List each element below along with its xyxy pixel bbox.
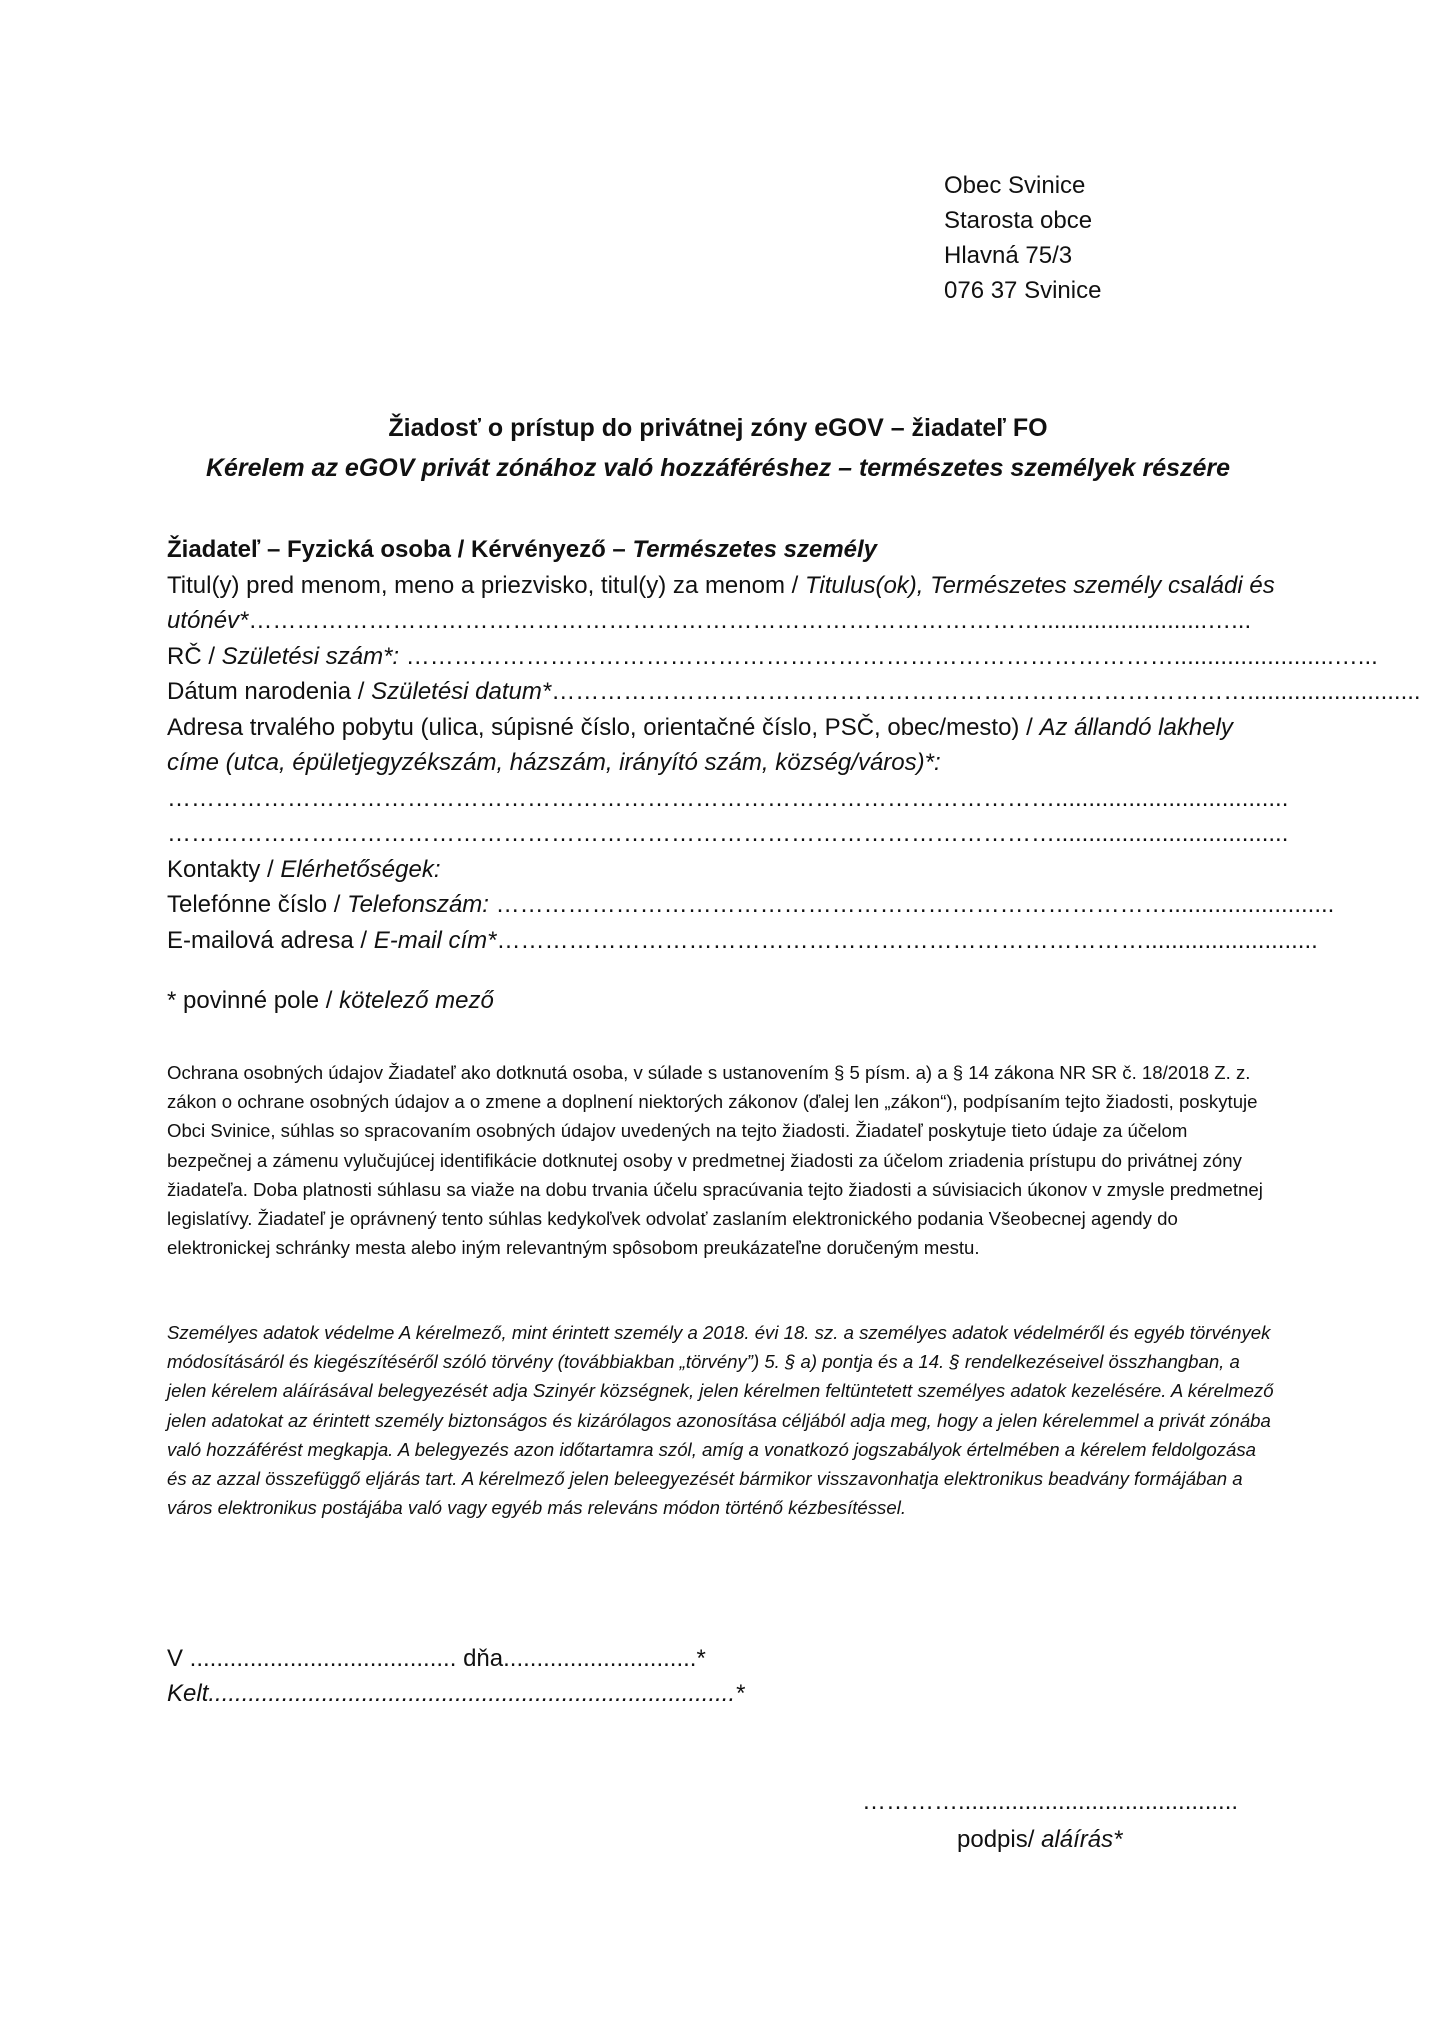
rc-label-sk: RČ / (167, 642, 222, 670)
dob-label-hu: Születési datum* (371, 678, 552, 705)
consent-paragraph-hu: Személyes adatok védelme A kérelmező, mint érintett személy a 2018. évi 18. sz. a személyes adatok védelméről és egyéb törvények módosításáról és kiegészítéséről szóló törvény (továbbiakban „törvény”) 5. § a) pontja és a 14. § rendelkezéseivel összhangban, a jelen kérelem aláírásával belegyezését adja Szinyér községnek, jelen kérelmen feltüntetett személyes adatok kezelésére. A kérelmező jelen adatokat az érintett személy biztonságos és kizárólagos azonosítása céljából adja meg, hogy a jelen kérelemmel a privát zónába való hozzáférést megkapja. A belegyezés azon időtartamra szól, amíg a vonatkozó jogszabályok értelmében a kérelem feldolgozása és az azzal összefüggő eljárás tart. A kérelmező jelen beleegyezését bármikor visszavonhatja elektronikus beadvány formájában a város elektronikus postájába való vagy egyéb más releváns módon történő kézbesítéssel. (167, 1322, 1274, 1519)
applicant-heading-bold: Žiadateľ – Fyzická osoba / Kérvényező – (167, 536, 633, 563)
required-note (167, 987, 494, 1015)
email-dots: ……………………………………………………………………….......................... (496, 926, 1318, 954)
recipient-line-4: 076 37 Svinice (944, 277, 1102, 304)
email-label-hu: E-mail cím* (373, 926, 497, 954)
phone-field[interactable] (167, 887, 1335, 923)
place-date-field-hu[interactable]: Kelt...............................................................................* (167, 1680, 745, 1707)
recipient-address (944, 168, 1101, 308)
signature-label-sk: podpis/ (957, 1826, 1042, 1853)
address-label (167, 710, 1277, 781)
address-label-hu: Az állandó lakhely címe (utca, épületjegyzékszám, házszám, irányító szám, község/város)*: (167, 713, 1233, 776)
document-title-hu: Kérelem az eGOV privát zónához való hozzáféréshez – természetes személyek részére (205, 454, 1231, 482)
name-label-sk: Titul(y) pred menom, meno a priezvisko, titul(y) za menom / (167, 571, 805, 599)
required-note-sk: * povinné pole / (167, 987, 340, 1014)
address-line-2[interactable]: …………………………………………………………………………………………………................................... (167, 820, 1289, 847)
applicant-heading-italic: Természetes személy (632, 536, 878, 563)
contacts-label-sk: Kontakty / (167, 855, 281, 883)
dob-dots: …………………………………………………………………………….......................... (551, 678, 1421, 705)
name-field[interactable] (167, 568, 1277, 639)
contacts-heading (167, 852, 1277, 888)
dob-label-sk: Dátum narodenia / (167, 678, 372, 705)
phone-dots: …………………………………………………………………………......................... (495, 891, 1335, 918)
applicant-form (167, 532, 1421, 958)
recipient-line-1: Obec Svinice (944, 172, 1086, 199)
dob-field[interactable] (167, 674, 1421, 710)
email-field[interactable] (167, 923, 1318, 959)
phone-label-sk: Telefónne číslo / (167, 891, 348, 918)
place-date-field-sk[interactable]: V ........................................ dňa.............................* (167, 1645, 706, 1672)
signature-label (957, 1826, 1122, 1854)
name-label-hu: Titulus(ok), Természetes személy családi és utónév* (167, 571, 1275, 634)
name-dots: ……………………………………………………………………………………….........................…... (248, 607, 1252, 634)
rc-dots: ……………………………………………………………………………………........................…... (405, 642, 1378, 670)
email-label-sk: E-mailová adresa / (167, 926, 374, 954)
recipient-line-2: Starosta obce (944, 207, 1093, 234)
rc-label-hu: Születési szám*: (221, 642, 406, 670)
phone-label-hu: Telefonszám: (347, 891, 496, 918)
contacts-label-hu: Elérhetőségek: (280, 855, 441, 883)
signature-label-hu: aláírás* (1041, 1826, 1123, 1853)
consent-paragraph-sk: Ochrana osobných údajov Žiadateľ ako dotknutá osoba, v súlade s ustanovením § 5 písm. a) a § 14 zákona NR SR č. 18/2018 Z. z. zákon o ochrane osobných údajov a o zmene a doplnení niektorých zákonov (ďalej len „zákon“), podpísaním tejto žiadosti, poskytuje Obci Svinice, súhlas so spracovaním osobných údajov uvedených na tejto žiadosti. Žiadateľ poskytuje tieto údaje za účelom bezpečnej a zámenu vylučujúcej identifikácie dotknutej osoby v predmetnej žiadosti za účelom zriadenia prístupu do privátnej zóny žiadateľa. Doba platnosti súhlasu sa viaže na dobu trvania účelu spracúvania tejto žiadosti a súvisiacich úkonov v zmysle predmetnej legislatívy. Žiadateľ je oprávnený tento súhlas kedykoľvek odvolať zaslaním elektronického podania Všeobecnej agendy do elektronickej schránky mesta alebo iným relevantným spôsobom preukázateľne doručeným mestu. (167, 1062, 1263, 1259)
address-label-sk: Adresa trvalého pobytu (ulica, súpisné číslo, orientačné číslo, PSČ, obec/mesto) / (167, 713, 1040, 741)
rc-field[interactable] (167, 639, 1378, 675)
address-line-1[interactable]: …………………………………………………………………………………………………................................... (167, 784, 1289, 812)
document-title-sk: Žiadosť o prístup do privátnej zóny eGOV – žiadateľ FO (388, 414, 1048, 442)
recipient-line-3: Hlavná 75/3 (944, 242, 1073, 269)
required-note-hu: kötelező mező (339, 987, 494, 1014)
applicant-heading (167, 532, 1277, 568)
signature-line[interactable]: ………….......................................... (862, 1788, 1239, 1815)
